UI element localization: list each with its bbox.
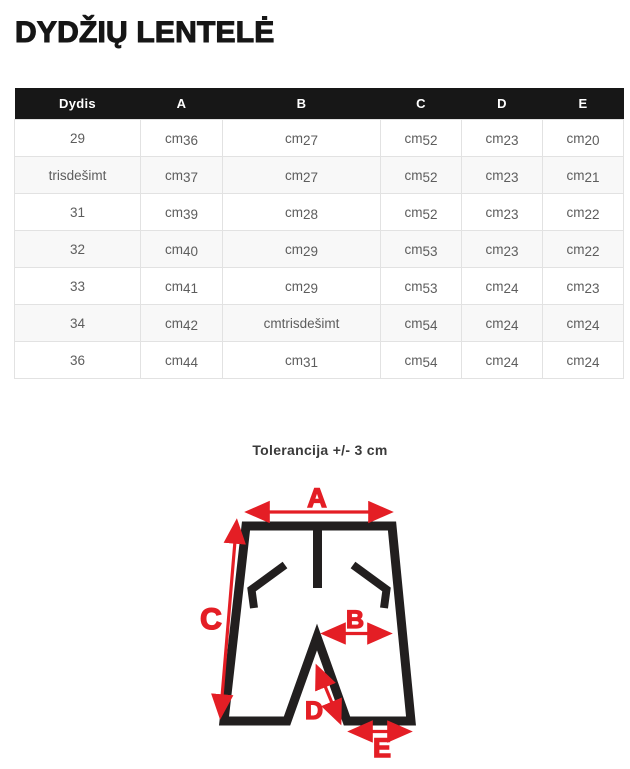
table-cell: cm23 [462,231,543,268]
table-cell: cm54 [381,342,462,379]
dimension-label-d: D [304,697,324,725]
table-row [15,194,624,231]
shorts-diagram [190,478,440,769]
table-cell: 33 [15,268,141,305]
dimension-label-e: E [372,733,392,763]
table-cell: cm39 [141,194,223,231]
table-cell: cmtrisdešimt [223,305,381,342]
column-header: A [141,88,223,120]
dimension-label-c: C [200,603,222,636]
table-row [15,342,624,379]
table-cell: 34 [15,305,141,342]
column-header: Dydis [15,88,141,120]
table-cell: cm52 [381,194,462,231]
table-cell: trisdešimt [15,157,141,194]
table-cell: 36 [15,342,141,379]
table-cell: cm29 [223,231,381,268]
table-cell: 31 [15,194,141,231]
table-cell: cm37 [141,157,223,194]
size-table [14,88,624,379]
table-cell: cm23 [462,157,543,194]
column-header: D [462,88,543,120]
column-header: E [543,88,624,120]
table-cell: cm24 [462,268,543,305]
table-cell: cm22 [543,231,624,268]
table-cell: cm24 [462,342,543,379]
column-header: B [223,88,381,120]
table-cell: cm41 [141,268,223,305]
table-cell: cm23 [462,120,543,157]
table-cell: cm23 [462,194,543,231]
table-cell: 29 [15,120,141,157]
table-row [15,120,624,157]
dimension-label-a: A [307,483,327,513]
table-cell: cm29 [223,268,381,305]
table-cell: cm22 [543,194,624,231]
table-cell: cm27 [223,120,381,157]
table-cell: cm27 [223,157,381,194]
table-cell: cm20 [543,120,624,157]
table-row [15,157,624,194]
table-cell: cm24 [543,342,624,379]
table-cell: cm21 [543,157,624,194]
table-cell: cm52 [381,120,462,157]
table-cell: cm36 [141,120,223,157]
table-cell: cm54 [381,305,462,342]
table-cell: cm28 [223,194,381,231]
tolerance-note: Tolerancija +/- 3 cm [252,442,388,458]
dimension-label-b: B [345,606,365,634]
table-cell: cm53 [381,231,462,268]
table-header-row [15,88,624,120]
table-cell: cm42 [141,305,223,342]
table-cell: cm23 [543,268,624,305]
size-table-header [15,88,624,120]
table-cell: cm24 [462,305,543,342]
table-cell: cm40 [141,231,223,268]
table-cell: cm52 [381,157,462,194]
page-title: DYDŽIŲ LENTELĖ [15,16,275,49]
table-row [15,305,624,342]
table-cell: 32 [15,231,141,268]
table-cell: cm44 [141,342,223,379]
table-cell: cm31 [223,342,381,379]
column-header: C [381,88,462,120]
table-row [15,231,624,268]
table-row [15,268,624,305]
size-table-body [15,120,624,379]
table-cell: cm24 [543,305,624,342]
table-cell: cm53 [381,268,462,305]
